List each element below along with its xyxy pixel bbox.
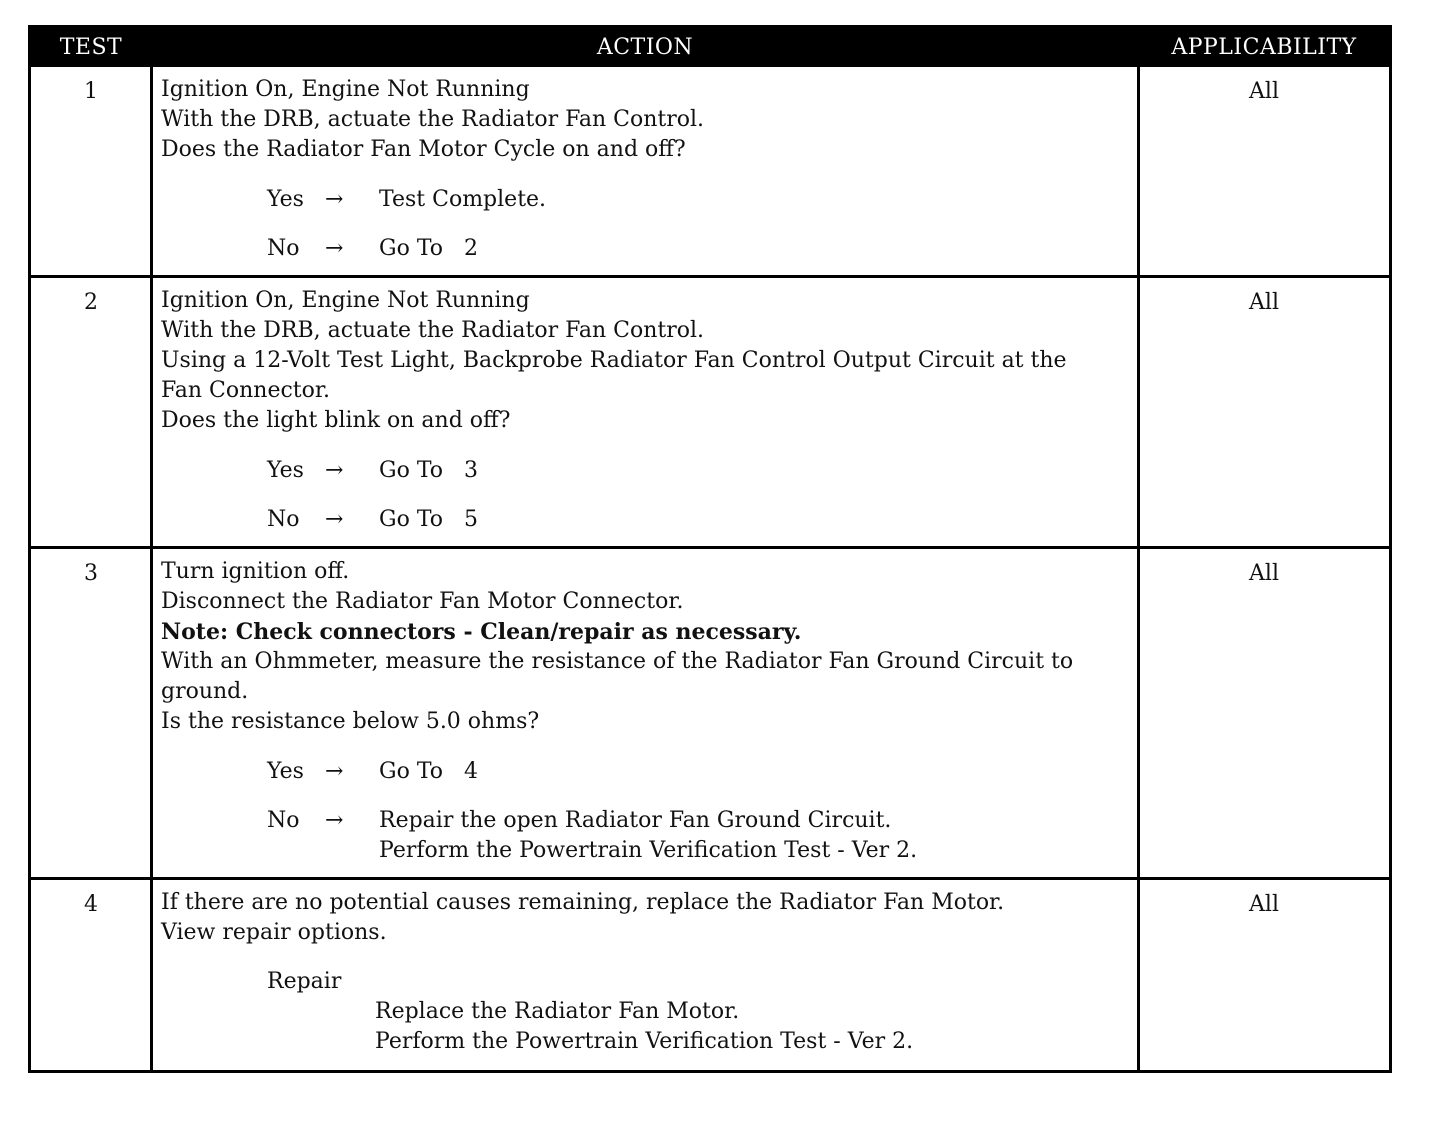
action-line: Ignition On, Engine Not Running: [161, 77, 530, 102]
test-number: 2: [84, 290, 98, 315]
action-text: [161, 286, 1136, 436]
action-line: Fan Connector.: [161, 378, 330, 403]
repair-step: Replace the Radiator Fan Motor.: [375, 999, 740, 1024]
arrow-icon: →: [325, 236, 344, 261]
action-line: Disconnect the Radiator Fan Motor Connector.: [161, 589, 684, 614]
header-test: TEST: [59, 35, 123, 60]
arrow-icon: →: [325, 759, 344, 784]
action-line: With the DRB, actuate the Radiator Fan Control.: [161, 107, 705, 132]
action-line: View repair options.: [161, 920, 387, 945]
action-line: Does the light blink on and off?: [161, 408, 511, 433]
no-label: No: [267, 808, 300, 833]
action-line: Does the Radiator Fan Motor Cycle on and off?: [161, 137, 686, 162]
arrow-icon: →: [325, 507, 344, 532]
yes-result: Go To 3: [379, 458, 478, 483]
test-number: 4: [84, 892, 98, 917]
yes-branch: [267, 757, 478, 787]
yes-label: Yes: [267, 187, 304, 212]
yes-label: Yes: [267, 458, 304, 483]
action-line: With the DRB, actuate the Radiator Fan Control.: [161, 318, 705, 343]
yes-result: Test Complete.: [379, 187, 547, 212]
action-text: [161, 75, 1136, 165]
no-label: No: [267, 236, 300, 261]
no-result: Repair the open Radiator Fan Ground Circuit.: [379, 808, 892, 833]
action-text: [161, 888, 1136, 948]
action-text: [161, 557, 1136, 737]
no-branch: [267, 234, 478, 264]
yes-label: Yes: [267, 759, 304, 784]
table-header: [31, 28, 1389, 67]
no-branch: [267, 806, 917, 866]
yes-result: Go To 4: [379, 759, 478, 784]
repair-step: Perform the Powertrain Verification Test - Ver 2.: [375, 1029, 914, 1054]
header-applicability: APPLICABILITY: [1171, 35, 1357, 60]
no-label: No: [267, 507, 300, 532]
action-note: Note: Check connectors - Clean/repair as necessary.: [161, 619, 802, 645]
row-divider: [31, 275, 1389, 278]
arrow-icon: →: [325, 187, 344, 212]
header-action: ACTION: [596, 35, 694, 60]
no-result: Go To 2: [379, 236, 478, 261]
action-line: Using a 12-Volt Test Light, Backprobe Radiator Fan Control Output Circuit at the: [161, 348, 1067, 373]
action-line: Is the resistance below 5.0 ohms?: [161, 709, 540, 734]
applicability: All: [1249, 79, 1279, 104]
no-result: Go To 5: [379, 507, 478, 532]
test-number: 3: [84, 561, 98, 586]
action-line: If there are no potential causes remaining, replace the Radiator Fan Motor.: [161, 890, 1005, 915]
repair-label: Repair: [267, 969, 342, 994]
action-line: Turn ignition off.: [161, 559, 350, 584]
arrow-icon: →: [325, 808, 344, 833]
action-line: Ignition On, Engine Not Running: [161, 288, 530, 313]
no-result-continued: Perform the Powertrain Verification Test - Ver 2.: [379, 838, 918, 863]
repair-block: [267, 967, 913, 1057]
yes-branch: [267, 185, 546, 215]
test-number: 1: [84, 79, 98, 104]
diagnostic-table: [28, 25, 1392, 1073]
applicability: All: [1249, 561, 1279, 586]
applicability: All: [1249, 892, 1279, 917]
applicability: All: [1249, 290, 1279, 315]
arrow-icon: →: [325, 458, 344, 483]
row-divider: [31, 877, 1389, 880]
yes-branch: [267, 456, 478, 486]
row-divider: [31, 546, 1389, 549]
no-branch: [267, 505, 478, 535]
action-line: ground.: [161, 679, 249, 704]
action-line: With an Ohmmeter, measure the resistance of the Radiator Fan Ground Circuit to: [161, 649, 1074, 674]
